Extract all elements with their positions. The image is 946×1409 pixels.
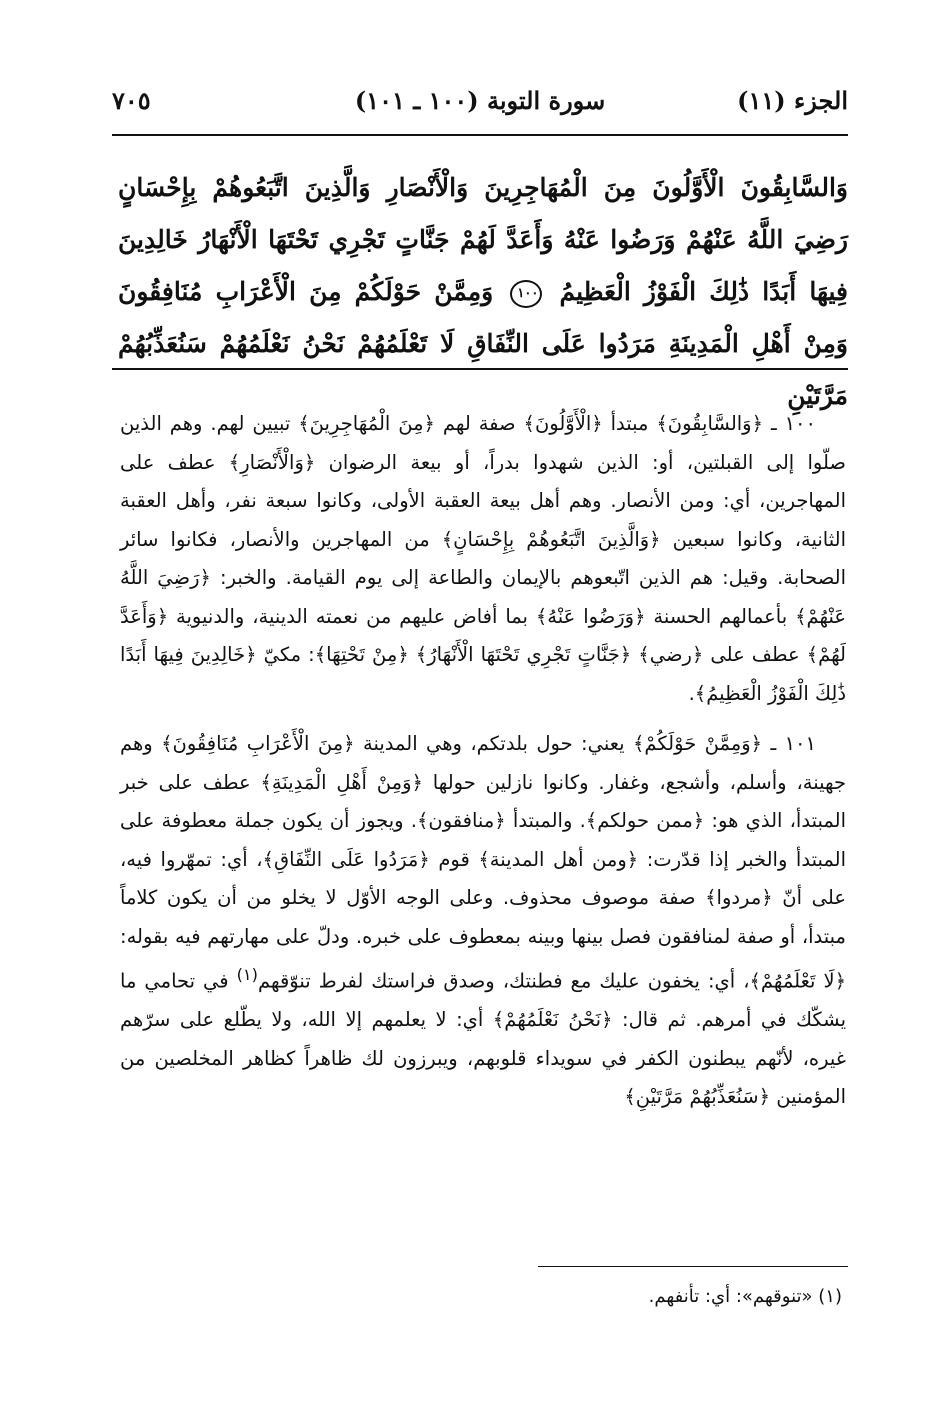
page-number: ٧٠٥	[112, 86, 151, 115]
verse-rule	[112, 368, 848, 370]
commentary-paragraph-101	[120, 725, 846, 1117]
footnote-rule	[538, 1266, 848, 1267]
surah-title: سورة التوبة (١٠٠ ـ ١٠١)	[354, 86, 606, 115]
footnote: (١) «تنوقهم»: أي: تأنفهم.	[648, 1286, 842, 1307]
commentary-paragraph-100: ١٠٠ ـ ﴿وَالسَّابِقُونَ﴾ مبتدأ ﴿الْأَوَّلُونَ﴾ صفة لهم ﴿مِنَ الْمُهَاجِرِينَ﴾ تبيين لهم. وهم الذين صلّوا إلى القبلتين، أو: الذين شهدوا بدراً، أو بيعة الرضوان ﴿وَالْأَنْصَارِ﴾ عطف على المهاجرين، أي: ومن الأنصار. وهم أهل بيعة العقبة الأولى، وكانوا سبعة نفر، وأهل العقبة الثانية، وكانوا سبعين ﴿وَالَّذِينَ اتَّبَعُوهُمْ بِإِحْسَانٍ﴾ من المهاجرين والأنصار، فكانوا سائر الصحابة. وقيل: هم الذين اتّبعوهم بالإيمان والطاعة إلى يوم القيامة. والخبر: ﴿رَضِيَ اللَّهُ عَنْهُمْ﴾ بأعمالهم الحسنة ﴿وَرَضُوا عَنْهُ﴾ بما أفاض عليهم من نعمته الدينية، والدنيوية ﴿وَأَعَدَّ لَهُمْ﴾ عطف على ﴿رضي﴾ ﴿جَنَّاتٍ تَجْرِي تَحْتَهَا الْأَنْهَارُ﴾ ﴿مِنْ تَحْتِهَا﴾: مكيّ ﴿خَالِدِينَ فِيهَا أَبَدًا ذَٰلِكَ الْفَوْزُ الْعَظِيمُ﴾.	[120, 412, 846, 705]
page-header	[112, 82, 848, 126]
quran-verse-block	[118, 162, 848, 422]
part-number: الجزء (١١)	[737, 86, 848, 115]
commentary-text: ١٠١ ـ ﴿وَمِمَّنْ حَوْلَكُمْ﴾ يعني: حول بلدتكم، وهي المدينة ﴿مِنَ الْأَعْرَابِ مُنَافِقُونَ﴾ وهم جهينة، وأسلم، وأشجع، وغفار. وكانوا نازلين حولها ﴿وَمِنْ أَهْلِ الْمَدِينَةِ﴾ عطف على خبر المبتدأ، الذي هو: ﴿ممن حولكم﴾. والمبتدأ ﴿منافقون﴾. ويجوز أن يكون جملة معطوفة على المبتدأ والخبر إذا قدّرت: ﴿ومن أهل المدينة﴾ قوم ﴿مَرَدُوا عَلَى النِّفَاقِ﴾، أي: تمهّروا فيه، على أنّ ﴿مردوا﴾ صفة موصوف محذوف. وعلى الوجه الأوّل لا يخلو من أن يكون كلاماً مبتدأ، أو صفة لمنافقون فصل بينها وبينه بمعطوف على خبره. ودلّ على مهارتهم فيه بقوله: ﴿لَا تَعْلَمُهُمْ﴾، أي: يخفون عليك مع فطنتك، وصدق فراستك لفرط تنوّقهم	[120, 732, 846, 993]
footnote-marker: (١)	[236, 965, 258, 984]
verse-text-101: وَمِمَّنْ حَوْلَكُمْ مِنَ الْأَعْرَابِ مُنَافِقُونَ وَمِنْ أَهْلِ الْمَدِينَةِ مَرَدُوا عَلَى النِّفَاقِ لَا تَعْلَمُهُمْ نَحْنُ نَعْلَمُهُمْ سَنُعَذِّبُهُمْ مَرَّتَيْنِ	[118, 277, 848, 410]
commentary	[120, 405, 846, 1117]
verse-text-100: وَالسَّابِقُونَ الْأَوَّلُونَ مِنَ الْمُهَاجِرِينَ وَالْأَنْصَارِ وَالَّذِينَ اتَّبَعُوهُمْ بِإِحْسَانٍ رَضِيَ اللَّهُ عَنْهُمْ وَرَضُوا عَنْهُ وَأَعَدَّ لَهُمْ جَنَّاتٍ تَجْرِي تَحْتَهَا الْأَنْهَارُ خَالِدِينَ فِيهَا أَبَدًا ذَٰلِكَ الْفَوْزُ الْعَظِيمُ	[118, 173, 848, 306]
commentary-text: في تحامي ما يشكّك في أمرهم. ثم قال: ﴿نَحْنُ نَعْلَمُهُمْ﴾ أي: لا يعلمهم إلا الله، ولا يطّلع على سرّهم غيره، لأنّهم يبطنون الكفر في سويداء قلوبهم، ويبرزون لك ظاهراً كظاهر المخلصين من المؤمنين ﴿سَنُعَذِّبُهُمْ مَرَّتَيْنِ﴾	[120, 969, 846, 1108]
header-rule	[112, 134, 848, 136]
ayah-number-marker: ١٠٠	[510, 280, 542, 308]
